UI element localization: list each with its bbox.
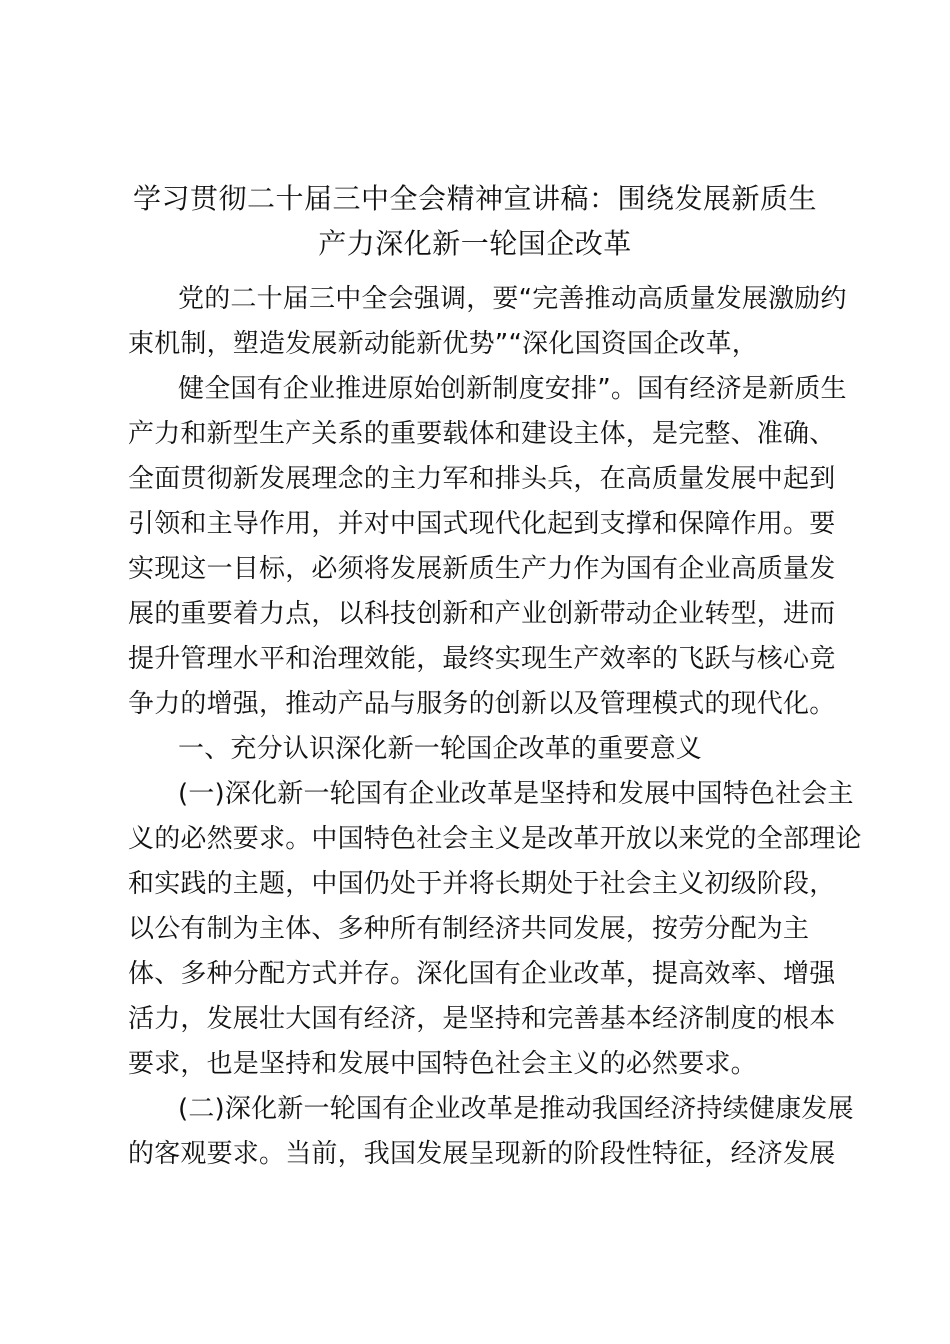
section-heading: 一、充分认识深化新一轮国企改革的重要意义 [178,734,703,764]
paragraph-line: 和实践的主题，中国仍处于并将长期处于社会主义初级阶段， [128,869,836,899]
paragraph-line: 健全国有企业推进原始创新制度安排”。国有经济是新质生 [178,374,847,404]
paragraph-line: 义的必然要求。中国特色社会主义是改革开放以来党的全部理论 [128,824,862,854]
paragraph-line: 活力，发展壮大国有经济，是坚持和完善基本经济制度的根本 [128,1004,836,1034]
document-title-line-2: 产力深化新一轮国企改革 [318,227,632,260]
paragraph-line: 以公有制为主体、多种所有制经济共同发展，按劳分配为主 [128,914,810,944]
paragraph-line: (一)深化新一轮国有企业改革是坚持和发展中国特色社会主 [178,779,854,809]
paragraph-line: 要求，也是坚持和发展中国特色社会主义的必然要求。 [128,1049,757,1079]
paragraph-line: (二)深化新一轮国有企业改革是推动我国经济持续健康发展 [178,1094,854,1124]
document-title-line-1: 学习贯彻二十届三中全会精神宣讲稿：围绕发展新质生 [132,182,817,215]
paragraph-line: 引领和主导作用，并对中国式现代化起到支撑和保障作用。要 [128,509,836,539]
paragraph-line: 展的重要着力点，以科技创新和产业创新带动企业转型，进而 [128,599,836,629]
paragraph-line: 实现这一目标，必须将发展新质生产力作为国有企业高质量发 [128,554,836,584]
paragraph-line: 束机制，塑造发展新动能新优势”“深化国资国企改革， [128,329,758,359]
paragraph-line: 提升管理水平和治理效能，最终实现生产效率的飞跃与核心竞 [128,644,836,674]
paragraph-line: 争力的增强，推动产品与服务的创新以及管理模式的现代化。 [128,689,836,719]
paragraph-line: 体、多种分配方式并存。深化国有企业改革，提高效率、增强 [128,959,836,989]
paragraph-line: 全面贯彻新发展理念的主力军和排头兵，在高质量发展中起到 [128,464,836,494]
paragraph-line: 产力和新型生产关系的重要载体和建设主体，是完整、准确、 [128,419,836,449]
paragraph-line: 的客观要求。当前，我国发展呈现新的阶段性特征，经济发展 [128,1139,836,1169]
paragraph-line: 党的二十届三中全会强调，要“完善推动高质量发展激励约 [178,284,847,314]
